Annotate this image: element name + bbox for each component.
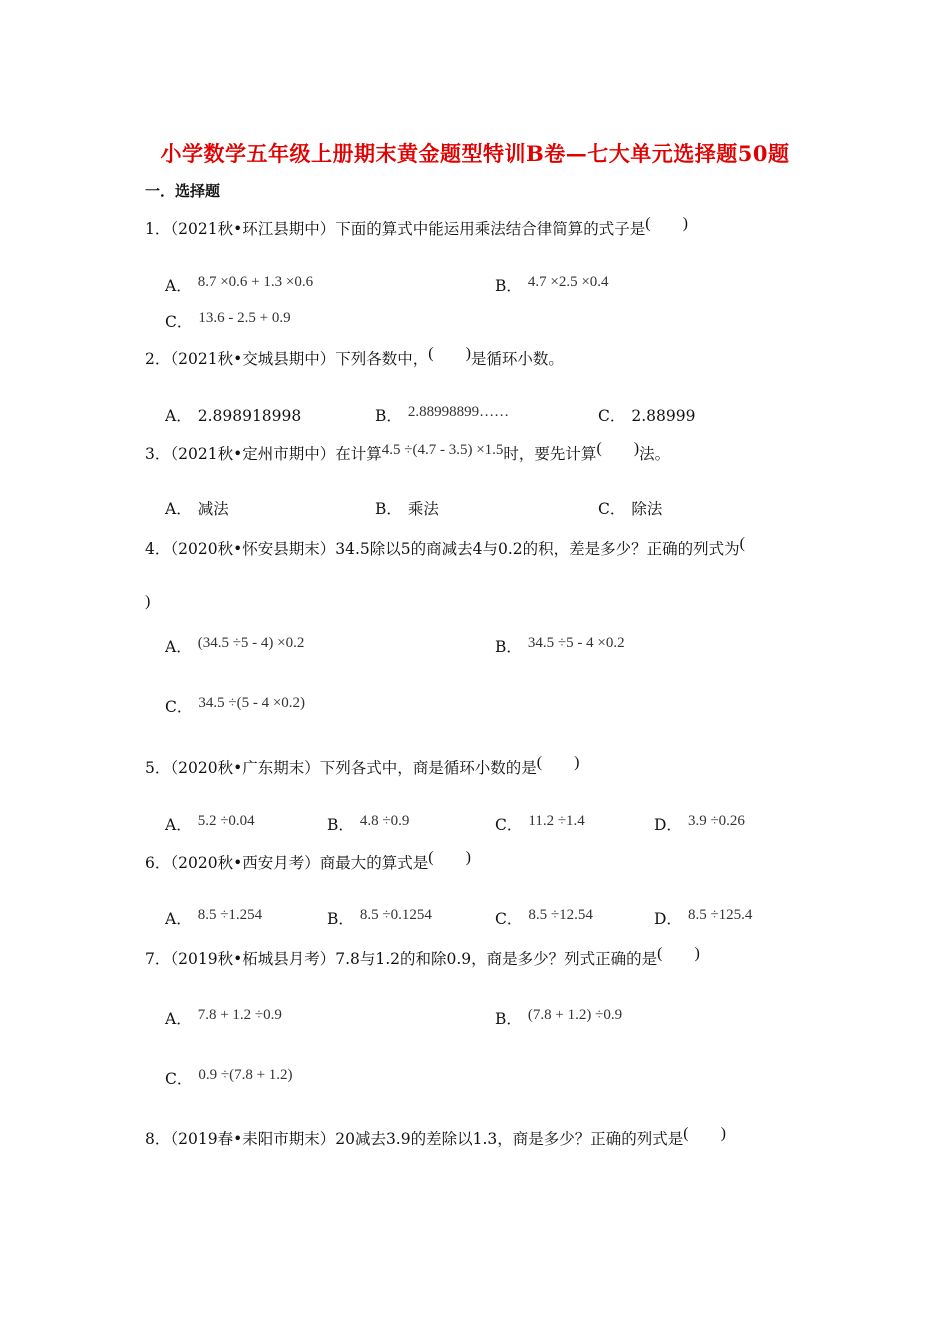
answer-paren-open: ( [645,215,651,232]
question-source: （2021秋•交城县期中） [170,350,336,368]
answer-paren-close: ) [682,215,688,232]
question-6 [145,851,471,873]
answer-paren-close: ) [465,849,471,866]
answer-paren-open: ( [739,535,745,552]
question-source: （2020秋•广东期末） [170,759,320,777]
option-2a: A． 2.898918998 [165,407,302,425]
option-7c: C． 0.9 ÷(7.8 + 1.2) [165,1067,293,1088]
option-1a: A． 8.7 ×0.6 + 1.3 ×0.6 [165,274,314,295]
option-6c: C． 8.5 ÷12.54 [495,907,593,928]
option-3c: C． 除法 [598,500,663,518]
question-4-continued [145,592,150,611]
question-4 [145,537,745,559]
option-4a: A． (34.5 ÷5 - 4) ×0.2 [165,635,305,656]
option-2c: C． 2.88999 [598,407,696,425]
question-3 [145,442,670,464]
question-text: 34.5除以5的商减去4与0.2的积，差是多少？正确的列式为 [335,540,740,558]
question-number: 1． [145,220,171,238]
answer-paren-close: ) [465,345,471,362]
question-text: 7.8与1.2的和除0.9，商是多少？列式正确的是 [335,950,658,968]
question-number: 8． [145,1130,171,1148]
option-3b: B． 乘法 [375,500,439,518]
option-4b: B． 34.5 ÷5 - 4 ×0.2 [495,635,625,656]
question-text: 下列各数中， [335,350,429,368]
answer-paren-open: ( [596,440,602,457]
answer-paren-open: ( [657,945,663,962]
option-6b: B． 8.5 ÷0.1254 [327,907,432,928]
answer-paren-close: ) [694,945,700,962]
question-text: 在计算 [335,445,382,463]
answer-paren-open: ( [428,345,434,362]
option-1b: B． 4.7 ×2.5 ×0.4 [495,274,609,295]
question-text-mid: 时，要先计算 [503,445,597,463]
question-text: 下面的算式中能运用乘法结合律简算的式子是 [335,220,646,238]
option-5d: D． 3.9 ÷0.26 [654,813,745,834]
answer-paren-close: ) [145,593,151,610]
question-text: 下列各式中，商是循环小数的是 [319,759,537,777]
option-7b: B． (7.8 + 1.2) ÷0.9 [495,1007,623,1028]
answer-paren-open: ( [536,754,543,771]
option-5b: B． 4.8 ÷0.9 [327,813,410,834]
question-2 [145,347,564,369]
option-6d: D． 8.5 ÷125.4 [654,907,753,928]
option-7a: A． 7.8 + 1.2 ÷0.9 [165,1007,282,1028]
question-source: （2021秋•定州市期中） [170,445,336,463]
inline-formula: 4.5 ÷(4.7 - 3.5) ×1.5 [381,442,504,458]
answer-paren-close: ) [633,440,640,457]
question-number: 5． [145,759,171,777]
answer-paren-open: ( [428,849,434,866]
question-number: 3． [145,445,171,463]
question-text-after: 法。 [639,445,671,463]
question-number: 7． [145,950,171,968]
question-source: （2019秋•柘城县月考） [170,950,336,968]
option-3a: A． 减法 [165,500,229,518]
question-number: 2． [145,350,171,368]
answer-paren-open: ( [683,1125,689,1142]
question-text: 20减去3.9的差除以1.3，商是多少？正确的列式是 [335,1130,684,1148]
question-text: 商最大的算式是 [319,854,429,872]
option-4c: C． 34.5 ÷(5 - 4 ×0.2) [165,695,306,716]
option-1c: C． 13.6 - 2.5 + 0.9 [165,310,291,331]
question-source: （2019春•耒阳市期末） [170,1130,336,1148]
question-number: 6． [145,854,171,872]
section-heading: 一．选择题 [145,182,221,200]
question-text-after: 是循环小数。 [470,350,564,368]
option-5a: A． 5.2 ÷0.04 [165,813,255,834]
page-title: 小学数学五年级上册期末黄金题型特训B卷—七大单元选择题50题 [160,141,790,166]
option-2b: B． 2.88998899…… [375,404,510,425]
question-number: 4． [145,540,171,558]
answer-paren-close: ) [574,754,580,771]
question-source: （2020秋•怀安县期末） [170,540,336,558]
option-5c: C． 11.2 ÷1.4 [495,813,585,834]
question-source: （2021秋•环江县期中） [170,220,336,238]
question-source: （2020秋•西安月考） [170,854,320,872]
question-8 [145,1127,726,1149]
answer-paren-close: ) [720,1125,726,1142]
question-5 [145,756,579,778]
option-6a: A． 8.5 ÷1.254 [165,907,263,928]
question-7 [145,947,700,969]
question-1 [145,217,688,239]
